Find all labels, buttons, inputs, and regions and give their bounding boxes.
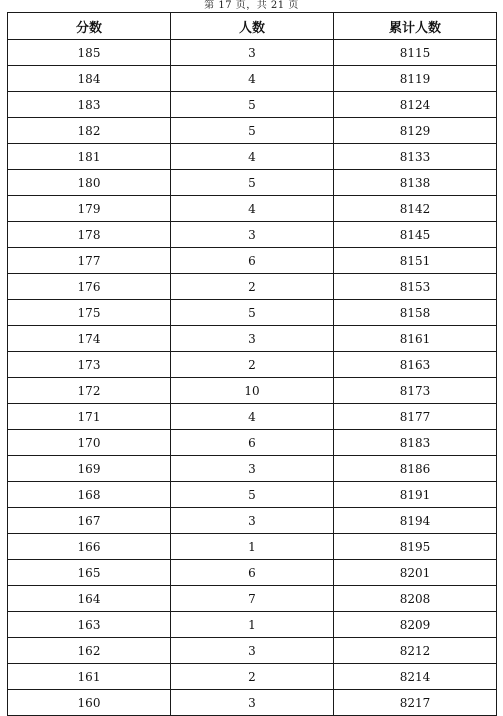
cell-count: 3 [171, 638, 334, 664]
cell-score: 181 [8, 144, 171, 170]
table-row [8, 66, 497, 92]
cell-cumulative: 8158 [334, 300, 497, 326]
cell-cumulative: 8186 [334, 456, 497, 482]
cell-cumulative: 8115 [334, 40, 497, 66]
cell-score: 183 [8, 92, 171, 118]
table-row [8, 378, 497, 404]
cell-score: 162 [8, 638, 171, 664]
table-row [8, 248, 497, 274]
cell-score: 185 [8, 40, 171, 66]
cell-count: 3 [171, 222, 334, 248]
column-header-count: 人数 [171, 13, 334, 40]
score-table [7, 12, 497, 716]
cell-count: 4 [171, 404, 334, 430]
cell-cumulative: 8195 [334, 534, 497, 560]
cell-score: 165 [8, 560, 171, 586]
table-row [8, 274, 497, 300]
cell-count: 5 [171, 92, 334, 118]
cell-cumulative: 8214 [334, 664, 497, 690]
table-body [8, 40, 497, 716]
cell-count: 1 [171, 612, 334, 638]
table-row [8, 196, 497, 222]
cell-cumulative: 8124 [334, 92, 497, 118]
table-row [8, 508, 497, 534]
cell-count: 3 [171, 508, 334, 534]
cell-count: 5 [171, 300, 334, 326]
table-row [8, 638, 497, 664]
cell-count: 3 [171, 40, 334, 66]
cell-count: 6 [171, 430, 334, 456]
cell-score: 180 [8, 170, 171, 196]
table-row [8, 352, 497, 378]
cell-score: 178 [8, 222, 171, 248]
cell-score: 179 [8, 196, 171, 222]
table-row [8, 326, 497, 352]
table-row [8, 586, 497, 612]
cell-cumulative: 8208 [334, 586, 497, 612]
cell-cumulative: 8151 [334, 248, 497, 274]
table-row [8, 170, 497, 196]
table-row [8, 118, 497, 144]
cell-cumulative: 8153 [334, 274, 497, 300]
cell-count: 2 [171, 664, 334, 690]
cell-cumulative: 8173 [334, 378, 497, 404]
page-header: 第 17 页，共 21 页 [204, 0, 299, 11]
cell-score: 175 [8, 300, 171, 326]
cell-cumulative: 8138 [334, 170, 497, 196]
table-row [8, 144, 497, 170]
table-row [8, 404, 497, 430]
table-row [8, 40, 497, 66]
cell-count: 3 [171, 326, 334, 352]
cell-score: 164 [8, 586, 171, 612]
cell-score: 184 [8, 66, 171, 92]
cell-score: 169 [8, 456, 171, 482]
table-row [8, 222, 497, 248]
cell-score: 176 [8, 274, 171, 300]
cell-score: 167 [8, 508, 171, 534]
table-row [8, 612, 497, 638]
cell-cumulative: 8163 [334, 352, 497, 378]
cell-count: 10 [171, 378, 334, 404]
cell-cumulative: 8194 [334, 508, 497, 534]
cell-score: 177 [8, 248, 171, 274]
cell-count: 1 [171, 534, 334, 560]
cell-count: 5 [171, 118, 334, 144]
cell-cumulative: 8161 [334, 326, 497, 352]
cell-cumulative: 8177 [334, 404, 497, 430]
cell-count: 2 [171, 352, 334, 378]
cell-count: 3 [171, 690, 334, 716]
cell-score: 182 [8, 118, 171, 144]
cell-cumulative: 8119 [334, 66, 497, 92]
table-row [8, 482, 497, 508]
table-row [8, 300, 497, 326]
table-header [8, 13, 497, 40]
cell-cumulative: 8145 [334, 222, 497, 248]
cell-cumulative: 8129 [334, 118, 497, 144]
cell-score: 174 [8, 326, 171, 352]
cell-score: 173 [8, 352, 171, 378]
cell-score: 161 [8, 664, 171, 690]
cell-cumulative: 8183 [334, 430, 497, 456]
cell-cumulative: 8212 [334, 638, 497, 664]
cell-count: 6 [171, 248, 334, 274]
cell-cumulative: 8209 [334, 612, 497, 638]
cell-cumulative: 8191 [334, 482, 497, 508]
cell-score: 170 [8, 430, 171, 456]
cell-cumulative: 8217 [334, 690, 497, 716]
cell-count: 6 [171, 560, 334, 586]
cell-count: 5 [171, 482, 334, 508]
table-row [8, 560, 497, 586]
cell-score: 171 [8, 404, 171, 430]
cell-score: 163 [8, 612, 171, 638]
cell-count: 4 [171, 144, 334, 170]
table-row [8, 690, 497, 716]
cell-count: 2 [171, 274, 334, 300]
table-row [8, 534, 497, 560]
cell-score: 166 [8, 534, 171, 560]
cell-score: 172 [8, 378, 171, 404]
table-row [8, 456, 497, 482]
cell-cumulative: 8201 [334, 560, 497, 586]
column-header-score: 分数 [8, 13, 171, 40]
cell-cumulative: 8142 [334, 196, 497, 222]
cell-count: 4 [171, 66, 334, 92]
column-header-cumulative: 累计人数 [334, 13, 497, 40]
cell-cumulative: 8133 [334, 144, 497, 170]
table-row [8, 92, 497, 118]
cell-score: 160 [8, 690, 171, 716]
cell-count: 3 [171, 456, 334, 482]
cell-count: 7 [171, 586, 334, 612]
cell-score: 168 [8, 482, 171, 508]
table-row [8, 664, 497, 690]
cell-count: 5 [171, 170, 334, 196]
cell-count: 4 [171, 196, 334, 222]
table-header-row [8, 13, 497, 40]
table-row [8, 430, 497, 456]
